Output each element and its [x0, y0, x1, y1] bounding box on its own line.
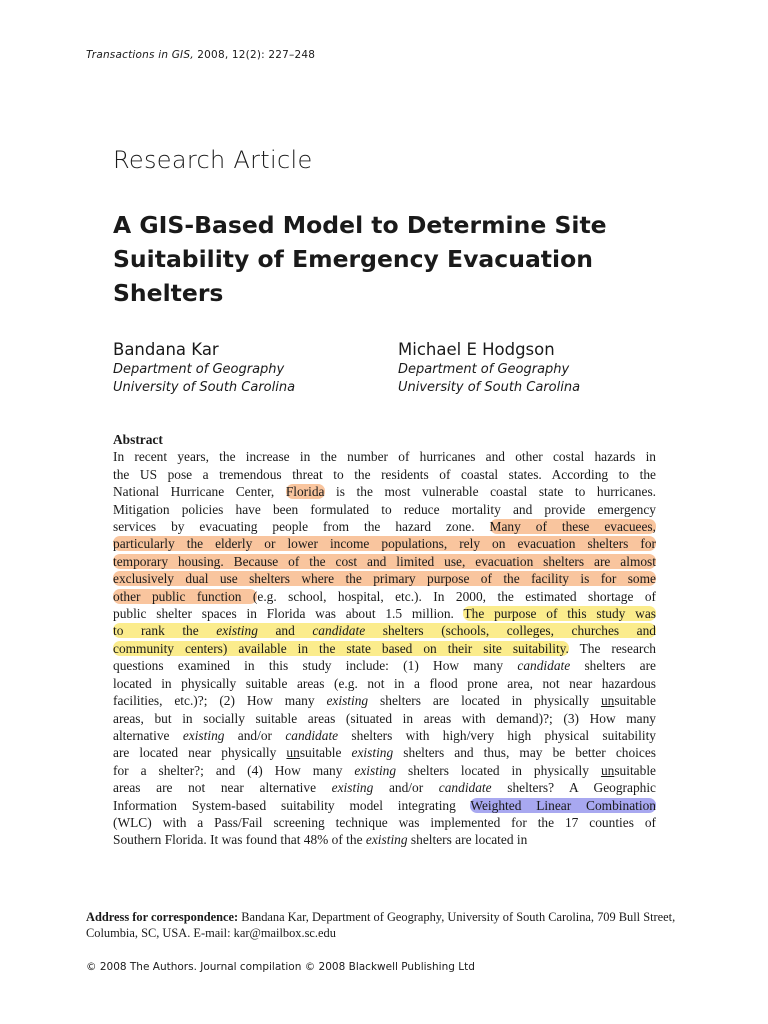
author-institution: University of South Carolina: [113, 380, 296, 395]
author-department: Department of Geography: [398, 362, 570, 377]
abstract-line: [113, 535, 656, 552]
correspondence-text: Bandana Kar, Department of Geography, University of South Carolina, 709 Bull Street, Columbia, SC, USA. E-mail: kar@mailbox.sc.edu: [86, 910, 676, 940]
abstract-line: facilities, etc.)?; (2) How many existing shelters are located in physically unsuitable: [113, 693, 656, 709]
journal-citation: 2008, 12(2): 227–248: [197, 49, 316, 61]
abstract-line: [113, 570, 656, 587]
abstract-line: questions examined in this study include: (1) How many candidate shelters are: [113, 658, 656, 674]
author-block: [113, 339, 295, 397]
title-line: Shelters: [113, 279, 224, 307]
highlight: temporary housing. Because of the cost and limited use, evacuation shelters are almost: [113, 553, 656, 569]
abstract-line: [113, 622, 656, 639]
abstract-line: In recent years, the increase in the number of hurricanes and other costal hazards in: [113, 449, 656, 465]
highlight: Weighted Linear Combination: [470, 797, 656, 813]
highlight: Florida: [285, 484, 325, 500]
abstract-line: Southern Florida. It was found that 48% of the existing shelters are located in: [113, 832, 528, 848]
abstract-line: areas are not near alternative existing and/or candidate shelters? A Geographic: [113, 780, 657, 796]
journal-name: Transactions in GIS,: [86, 49, 194, 61]
author-block: [398, 339, 580, 397]
highlight: community centers) available in the state based on their site suitability.: [113, 640, 569, 656]
abstract-line: National Hurricane Center, Florida is the most vulnerable coastal state to hurricanes.: [113, 484, 657, 500]
author-name: Michael E Hodgson: [398, 340, 555, 359]
abstract-line: Mitigation policies have been formulated to reduce mortality and provide emergency: [113, 501, 656, 517]
abstract-line: services by evacuating people from the hazard zone. Many of these evacuees,: [113, 519, 656, 535]
abstract-line: for a shelter?; and (4) How many existing shelters located in physically unsuitable: [113, 762, 656, 778]
abstract-line: the US pose a tremendous threat to the residents of coastal states. According to the: [113, 466, 656, 482]
abstract-line: community centers) available in the state based on their site suitability. The research: [113, 640, 656, 656]
author-name: Bandana Kar: [113, 340, 219, 359]
abstract-line: Information System-based suitability model integrating Weighted Linear Combination: [113, 797, 656, 813]
highlight: Many of these evacuees,: [489, 519, 656, 535]
abstract-line: alternative existing and/or candidate shelters with high/very high physical suitability: [113, 727, 656, 743]
abstract-body: [113, 448, 656, 848]
abstract-line: located in physically suitable areas (e.g. not in a flood prone area, not near hazardous: [113, 675, 656, 691]
correspondence-note: [86, 909, 676, 941]
correspondence-label: Address for correspondence:: [86, 910, 239, 924]
highlight: The purpose of this study was: [463, 606, 656, 622]
abstract-line: are located near physically unsuitable existing shelters and thus, may be better choices: [113, 745, 657, 761]
abstract-line: (WLC) with a Pass/Fail screening technique was implemented for the 17 counties of: [113, 814, 656, 830]
highlight: particularly the elderly or lower income populations, rely on evacuation shelters for: [113, 536, 656, 552]
section-label: Research Article: [113, 146, 313, 174]
highlight: exclusively dual use shelters where the primary purpose of the facility is for some: [113, 571, 656, 587]
author-department: Department of Geography: [113, 362, 285, 377]
abstract-line: other public function (e.g. school, hospital, etc.). In 2000, the estimated shortage of: [113, 588, 656, 604]
author-institution: University of South Carolina: [398, 380, 581, 395]
article-title: [113, 208, 673, 310]
highlight: other public function (: [113, 588, 258, 604]
abstract-heading: Abstract: [113, 432, 163, 447]
abstract-line: areas, but in socially suitable areas (situated in areas with demand)?; (3) How many: [113, 710, 656, 726]
abstract-line: [113, 553, 656, 570]
title-line: A GIS-Based Model to Determine Site: [113, 211, 607, 239]
abstract-line: public shelter spaces in Florida was about 1.5 million. The purpose of this study was: [113, 606, 656, 622]
abstract: [113, 431, 656, 849]
running-head: [86, 49, 315, 61]
title-line: Suitability of Emergency Evacuation: [113, 245, 593, 273]
highlight: to rank the existing and candidate shelters (schools, colleges, churches and: [113, 623, 656, 639]
copyright-notice: © 2008 The Authors. Journal compilation © 2008 Blackwell Publishing Ltd: [86, 961, 475, 973]
